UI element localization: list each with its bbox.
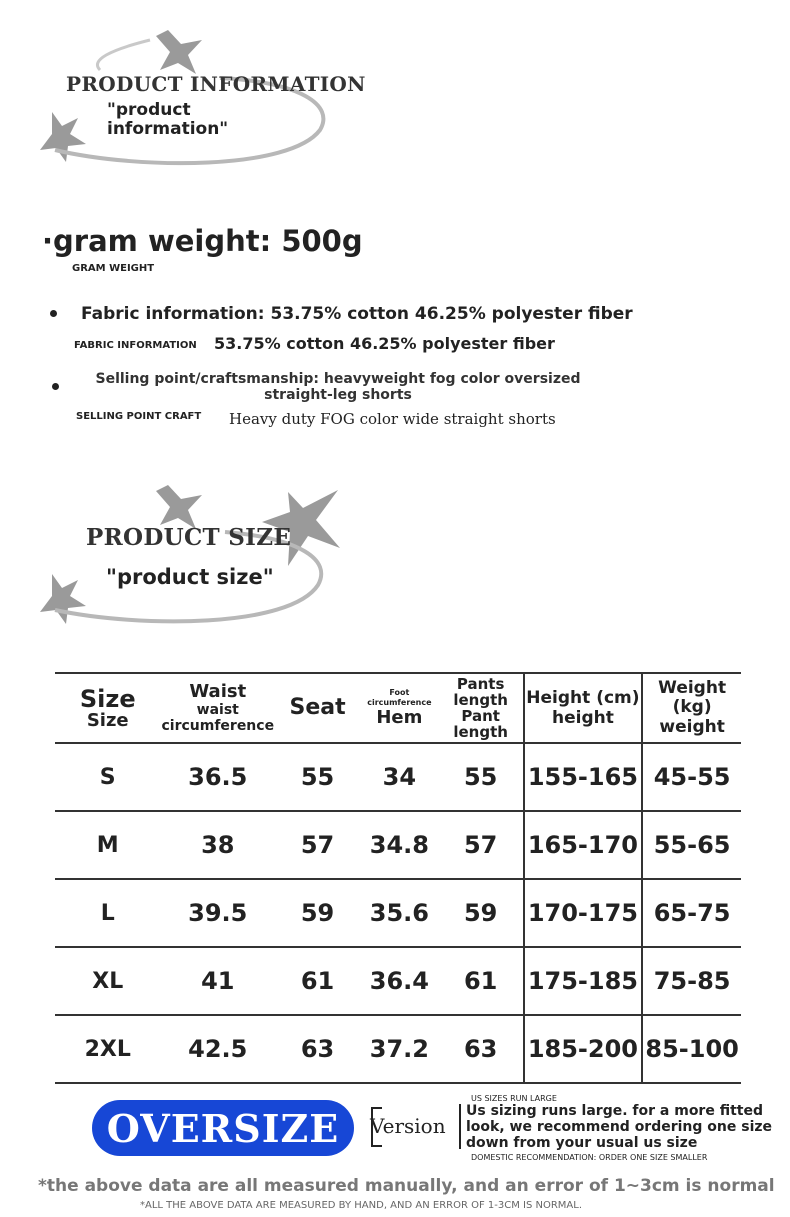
cell-hem: 36.4 [369, 967, 429, 995]
cell-weight: 45-55 [642, 743, 741, 811]
star-icon [40, 574, 86, 624]
header-weight: Weight (kg) weight [642, 673, 741, 743]
gram-weight-label: ·gram weight: 500g [42, 224, 363, 258]
cell-seat: 59 [300, 899, 335, 927]
selling-caption: SELLING POINT CRAFT [76, 411, 202, 422]
info-heading: PRODUCT INFORMATION [66, 72, 366, 96]
selling-translation: Heavy duty FOG color wide straight shorts [229, 410, 556, 428]
bullet-dot [52, 383, 59, 390]
info-star-group [40, 30, 323, 163]
cell-hem: 34.8 [369, 831, 429, 859]
cell-pants-length: 59 [463, 899, 498, 927]
fabric-caption: FABRIC INFORMATION [74, 340, 197, 351]
size-star-group [40, 485, 340, 624]
cell-height: 175-185 [524, 947, 643, 1015]
cell-pants-length: 63 [463, 1035, 498, 1063]
measurement-footnote: *the above data are all measured manually, and an error of 1~3cm is normal [38, 1176, 775, 1196]
info-subheading: "product information" [107, 100, 229, 139]
header-waist: Waist waist circumference [161, 681, 275, 734]
divider [459, 1104, 461, 1149]
cell-size: XL [92, 968, 124, 994]
us-note-line2: look, we recommend ordering one size [466, 1119, 773, 1135]
cell-hem: 37.2 [369, 1035, 429, 1063]
cell-size: 2XL [84, 1036, 131, 1062]
cell-pants-length: 55 [463, 763, 498, 791]
header-size: Size Size [79, 685, 136, 731]
table-header-row [55, 673, 741, 743]
table-row [55, 947, 741, 1015]
table-row [55, 879, 741, 947]
cell-waist: 38 [201, 831, 235, 859]
cell-hem: 34 [382, 763, 417, 791]
cell-waist: 36.5 [188, 763, 248, 791]
domestic-recommendation: DOMESTIC RECOMMENDATION: ORDER ONE SIZE SMALLER [471, 1153, 708, 1162]
cell-weight: 75-85 [642, 947, 741, 1015]
table-row [55, 743, 741, 811]
cell-weight: 65-75 [642, 879, 741, 947]
cell-size: S [99, 764, 116, 790]
cell-seat: 61 [300, 967, 335, 995]
selling-point-line2: straight-leg shorts [264, 387, 412, 403]
header-pants-length: Pants length Pant length [453, 675, 508, 741]
measurement-footnote-caps: *ALL THE ABOVE DATA ARE MEASURED BY HAND, AND AN ERROR OF 1-3CM IS NORMAL. [140, 1200, 583, 1211]
star-icon [156, 30, 202, 74]
cell-seat: 57 [300, 831, 335, 859]
cell-hem: 35.6 [369, 899, 429, 927]
us-note-line1: Us sizing runs large. for a more fitted [466, 1103, 763, 1119]
version-label: Version [370, 1114, 446, 1138]
oversize-badge [92, 1100, 354, 1156]
cell-waist: 41 [201, 967, 235, 995]
swoosh-arc [97, 40, 150, 70]
fabric-information: Fabric information: 53.75% cotton 46.25% polyester fiber [81, 304, 633, 324]
size-subheading: "product size" [106, 565, 274, 589]
us-sizing-note [466, 1103, 772, 1151]
cell-height: 170-175 [524, 879, 643, 947]
gram-weight-caption: GRAM WEIGHT [72, 263, 155, 274]
bullet-dot [50, 310, 57, 317]
size-table [55, 672, 741, 1084]
oversize-badge-text: OVERSIZE [106, 1105, 340, 1151]
cell-waist: 42.5 [188, 1035, 248, 1063]
cell-weight: 85-100 [642, 1015, 741, 1083]
header-height: Height (cm) height [524, 673, 643, 743]
cell-weight: 55-65 [642, 811, 741, 879]
cell-height: 155-165 [524, 743, 643, 811]
cell-seat: 55 [300, 763, 335, 791]
cell-pants-length: 61 [463, 967, 498, 995]
fabric-translation: 53.75% cotton 46.25% polyester fiber [214, 334, 555, 353]
star-icon [156, 485, 202, 529]
us-note-line3: down from your usual us size [466, 1135, 698, 1151]
cell-size: M [96, 832, 119, 858]
cell-seat: 63 [300, 1035, 335, 1063]
table-row [55, 811, 741, 879]
cell-height: 185-200 [524, 1015, 643, 1083]
cell-height: 165-170 [524, 811, 643, 879]
header-hem: Foot circumference Hem [367, 688, 432, 728]
selling-point-line1: Selling point/craftsmanship: heavyweight fog color oversized [95, 371, 581, 387]
table-row [55, 1015, 741, 1083]
size-heading: PRODUCT SIZE [86, 524, 292, 551]
us-note-caps: US SIZES RUN LARGE [471, 1094, 557, 1103]
cell-waist: 39.5 [188, 899, 248, 927]
selling-point [90, 371, 586, 403]
header-seat: Seat [289, 695, 346, 720]
cell-pants-length: 57 [463, 831, 498, 859]
cell-size: L [100, 900, 115, 926]
